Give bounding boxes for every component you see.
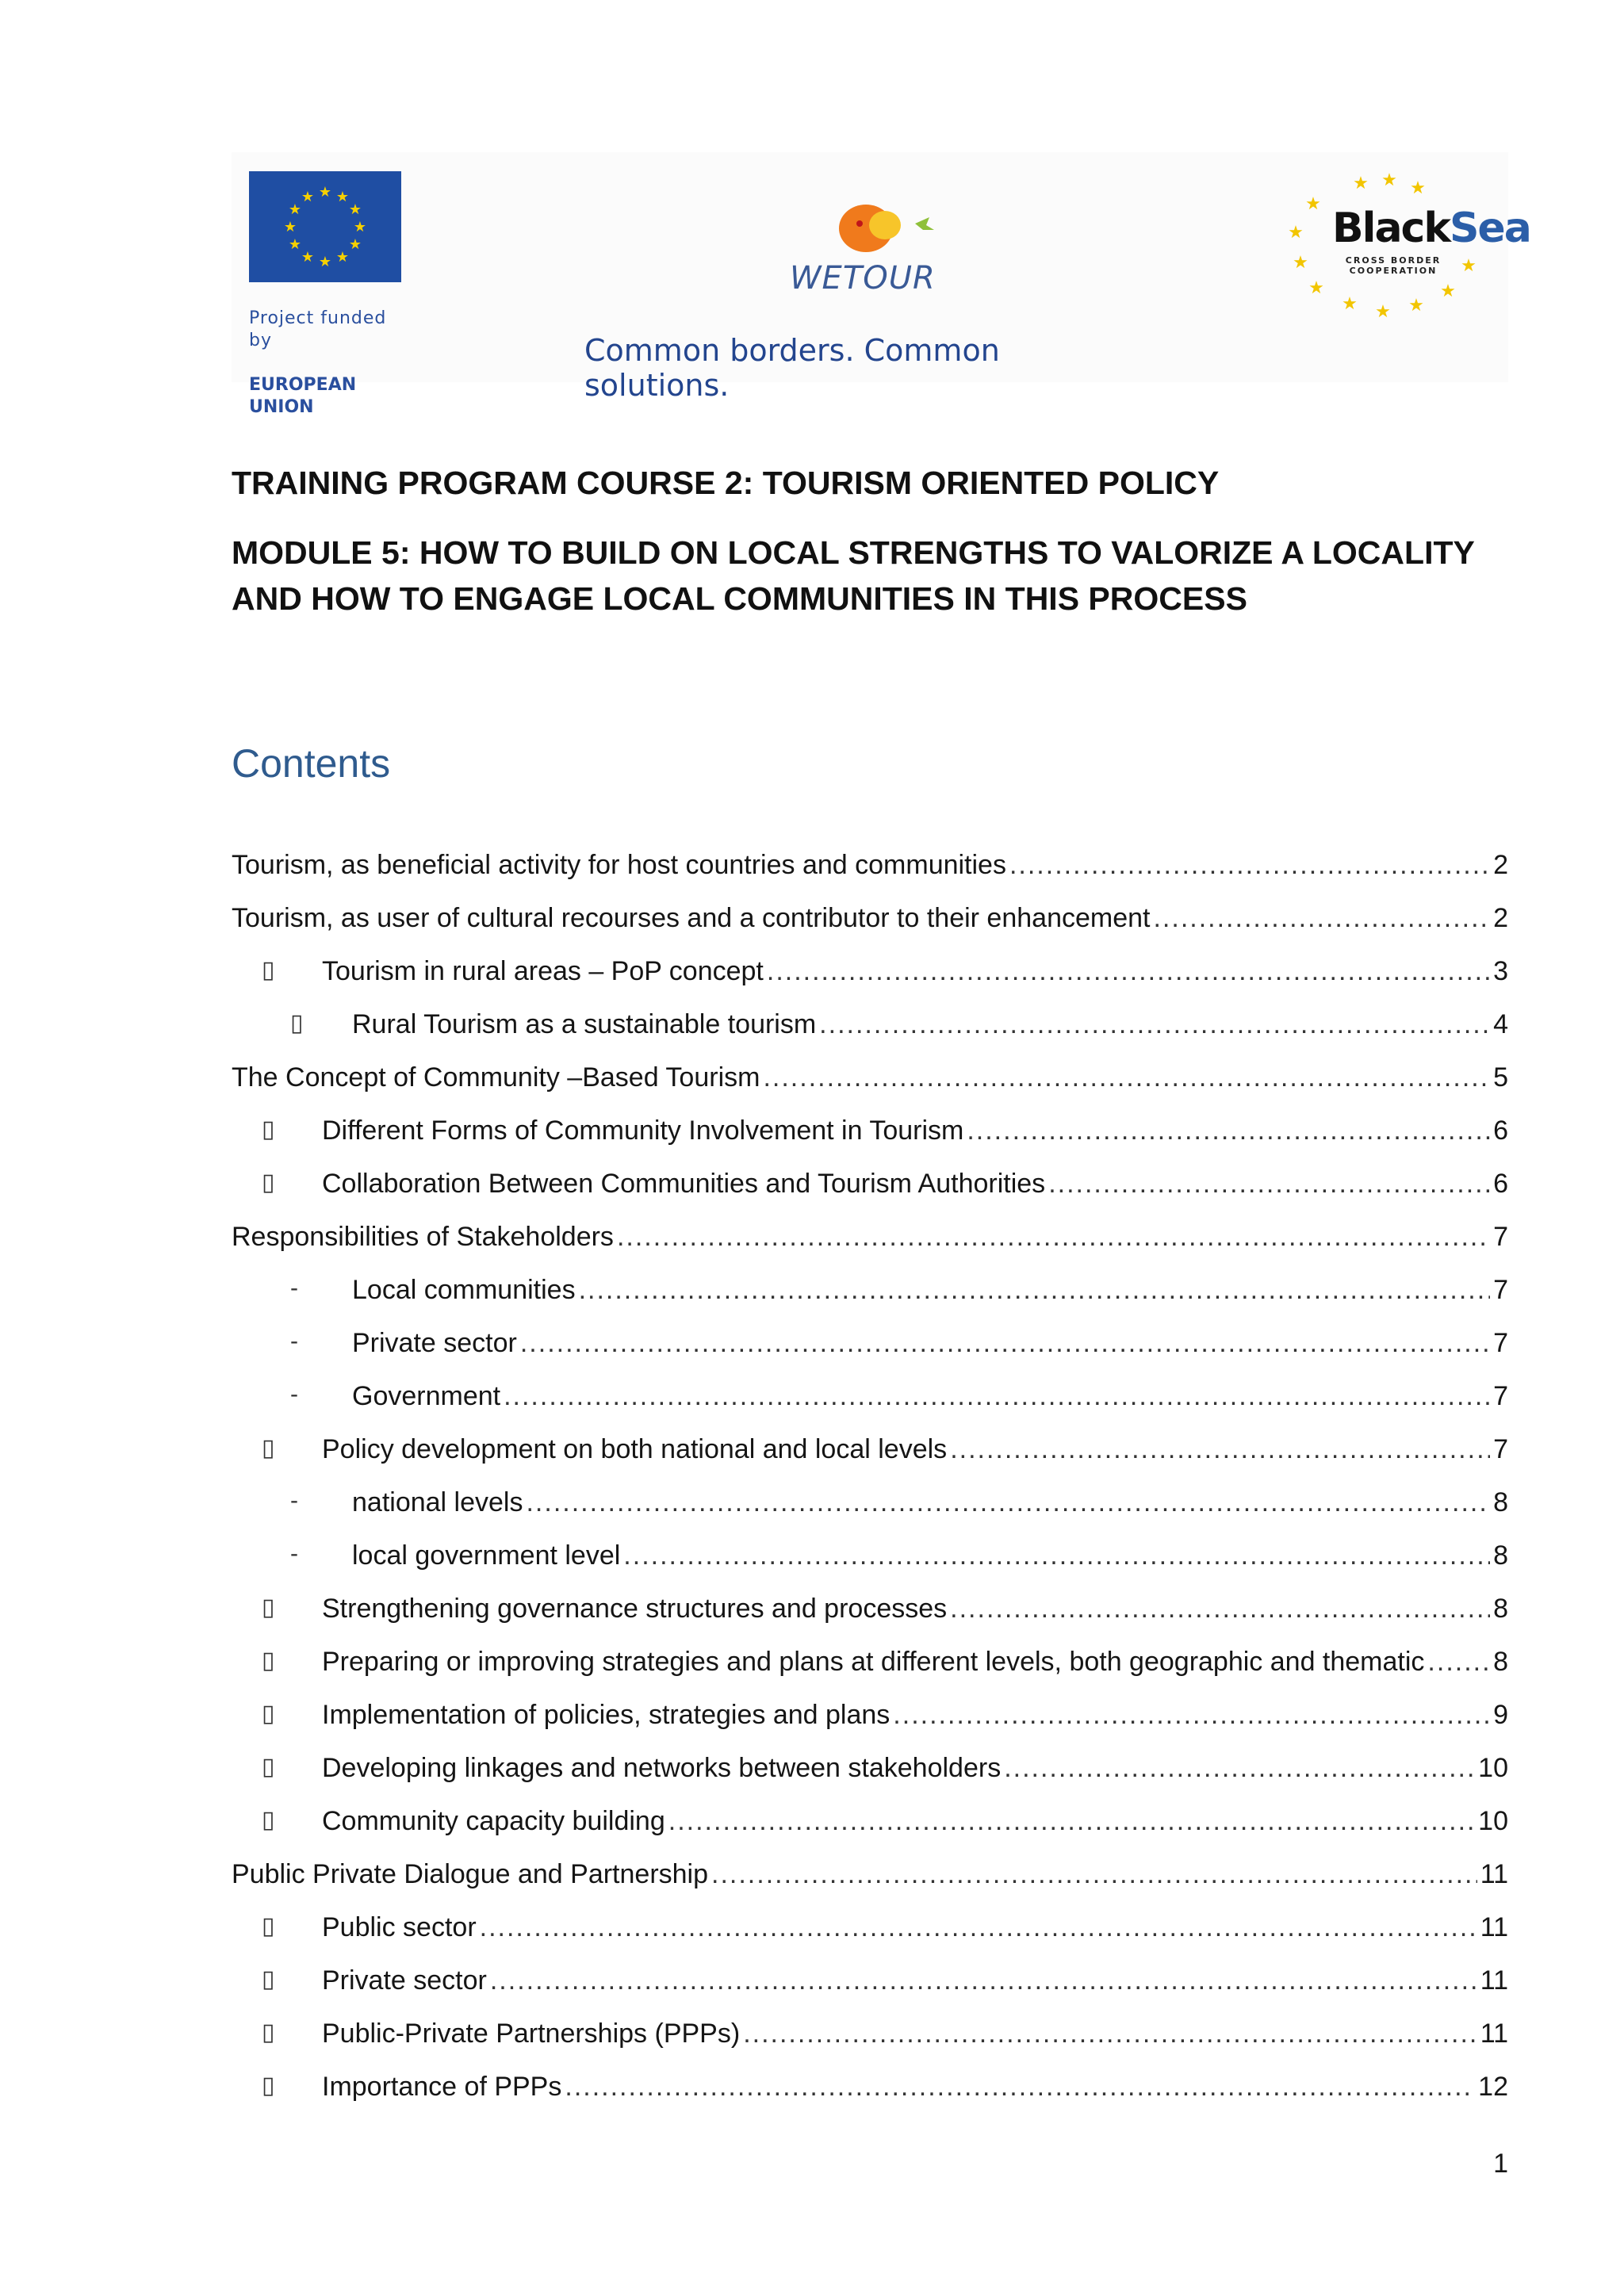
module-title	[232, 530, 1516, 622]
dash-bullet: -	[290, 1328, 298, 1354]
svg-text:★: ★	[283, 219, 297, 235]
toc-entry-title: Policy development on both national and local levels	[322, 1434, 948, 1464]
toc-entry[interactable]	[262, 1806, 1508, 1846]
toc-entry-title: Local communities	[352, 1275, 576, 1305]
eu-flag-icon	[249, 171, 401, 282]
course-title: TRAINING PROGRAM COURSE 2: TOURISM ORIENTED POLICY	[232, 465, 1220, 501]
toc-entry[interactable]	[232, 1062, 1508, 1102]
black-sea-subtitle: CROSS BORDER COOPERATION	[1345, 255, 1442, 276]
svg-text:★: ★	[301, 249, 315, 266]
svg-text:★: ★	[348, 236, 362, 253]
svg-text:★: ★	[288, 236, 302, 253]
toc-entry[interactable]	[290, 1009, 1508, 1049]
toc-entry-title: Government	[352, 1381, 501, 1411]
toc-entry[interactable]	[262, 1700, 1508, 1739]
module-title-line2: AND HOW TO ENGAGE LOCAL COMMUNITIES IN THIS PROCESS	[232, 580, 1247, 617]
toc-entry[interactable]	[262, 1647, 1508, 1686]
toc-leader-dots	[1427, 1647, 1490, 1678]
contents-heading: Contents	[232, 741, 391, 786]
eu-caption-line2: EUROPEAN UNION	[249, 375, 357, 417]
toc-entry-title: Responsibilities of Stakeholders	[232, 1222, 614, 1252]
toc-entry-page: 8	[1493, 1594, 1508, 1624]
bullet-icon: ▯	[262, 957, 275, 983]
svg-text:★: ★	[353, 219, 367, 235]
toc-entry-page: 10	[1478, 1753, 1508, 1783]
toc-entry[interactable]	[232, 850, 1508, 890]
toc-leader-dots	[1048, 1169, 1490, 1200]
toc-leader-dots	[819, 1009, 1490, 1040]
svg-text:★: ★	[1293, 253, 1308, 273]
toc-entry[interactable]	[290, 1381, 1508, 1421]
toc-entry-page: 6	[1493, 1115, 1508, 1146]
toc-leader-dots	[1153, 903, 1490, 934]
svg-text:★: ★	[1440, 281, 1456, 301]
toc-entry-page: 2	[1493, 903, 1508, 933]
toc-leader-dots	[617, 1222, 1490, 1253]
toc-entry[interactable]	[262, 1965, 1508, 2005]
header-banner	[232, 152, 1530, 417]
toc-entry-page: 7	[1493, 1381, 1508, 1411]
dash-bullet: -	[290, 1381, 298, 1407]
svg-text:★: ★	[1375, 302, 1391, 320]
toc-entry-page: 12	[1478, 2072, 1508, 2102]
toc-leader-dots	[579, 1275, 1491, 1306]
toc-entry-page: 6	[1493, 1169, 1508, 1199]
toc-entry-page: 8	[1493, 1647, 1508, 1677]
toc-entry-page: 11	[1480, 1859, 1508, 1889]
bullet-icon: ▯	[262, 1807, 275, 1833]
toc-entry[interactable]	[290, 1275, 1508, 1314]
toc-entry-page: 8	[1493, 1487, 1508, 1517]
svg-text:★: ★	[1381, 170, 1397, 190]
toc-leader-dots	[623, 1540, 1490, 1571]
svg-text:★: ★	[288, 201, 302, 218]
black-sea-word-sea: Sea	[1449, 205, 1530, 252]
svg-text:★: ★	[1410, 178, 1426, 198]
slogan: Common borders. Common solutions.	[584, 333, 1000, 403]
toc-entry-title: Public sector	[322, 1912, 477, 1942]
toc-entry[interactable]	[262, 1594, 1508, 1633]
svg-text:★: ★	[318, 254, 332, 270]
svg-text:★: ★	[301, 189, 315, 205]
toc-entry-title: local government level	[352, 1540, 621, 1571]
toc-entry-title: Strengthening governance structures and processes	[322, 1594, 948, 1624]
toc-leader-dots	[763, 1062, 1490, 1093]
svg-text:★: ★	[348, 201, 362, 218]
toc-entry-title: national levels	[352, 1487, 523, 1517]
toc-entry-page: 11	[1480, 2019, 1508, 2049]
black-sea-logo	[1278, 170, 1530, 320]
toc-entry-title: Tourism in rural areas – PoP concept	[322, 956, 764, 986]
toc-leader-dots	[767, 956, 1490, 987]
toc-entry-page: 10	[1478, 1806, 1508, 1836]
toc-leader-dots	[520, 1328, 1490, 1359]
toc-entry-title: Public Private Dialogue and Partnership	[232, 1859, 709, 1889]
toc-entry-title: Importance of PPPs	[322, 2072, 562, 2102]
bullet-icon: ▯	[262, 2019, 275, 2045]
bullet-icon: ▯	[262, 1701, 275, 1727]
toc-leader-dots	[668, 1806, 1475, 1837]
bullet-icon: ▯	[262, 1913, 275, 1939]
toc-entry[interactable]	[262, 2019, 1508, 2058]
toc-entry-page: 7	[1493, 1222, 1508, 1252]
toc-leader-dots	[711, 1859, 1477, 1890]
dash-bullet: -	[290, 1540, 298, 1567]
toc-entry-page: 7	[1493, 1434, 1508, 1464]
toc-entry[interactable]	[262, 1912, 1508, 1952]
toc-entry[interactable]	[262, 1169, 1508, 1208]
toc-leader-dots	[967, 1115, 1490, 1146]
toc-entry[interactable]	[232, 903, 1508, 943]
svg-text:★: ★	[1305, 194, 1321, 214]
toc-entry-title: Collaboration Between Communities and Tourism Authorities	[322, 1169, 1046, 1199]
page-number: 1	[1493, 2149, 1508, 2179]
black-sea-word-black: Black	[1332, 205, 1450, 252]
bullet-icon: ▯	[262, 1116, 275, 1142]
toc-entry-page: 7	[1493, 1328, 1508, 1358]
bullet-icon: ▯	[262, 1966, 275, 1992]
toc-leader-dots	[743, 2019, 1477, 2049]
toc-leader-dots	[1004, 1753, 1475, 1784]
bullet-icon: ▯	[262, 1435, 275, 1461]
toc-entry-title: Private sector	[322, 1965, 487, 1996]
toc-entry-title: Rural Tourism as a sustainable tourism	[352, 1009, 817, 1039]
toc-entry-title: Different Forms of Community Involvement in Tourism	[322, 1115, 964, 1146]
toc-entry[interactable]	[232, 1859, 1508, 1899]
toc-leader-dots	[1009, 850, 1490, 881]
toc-entry-title: Tourism, as user of cultural recourses and a contributor to their enhancement	[232, 903, 1151, 933]
toc-entry-page: 11	[1480, 1912, 1508, 1942]
bullet-icon: ▯	[262, 1169, 275, 1196]
toc-leader-dots	[893, 1700, 1490, 1731]
toc-entry-page: 9	[1493, 1700, 1508, 1730]
toc-entry-title: Public-Private Partnerships (PPPs)	[322, 2019, 741, 2049]
toc-entry[interactable]	[290, 1328, 1508, 1368]
toc-entry[interactable]	[290, 1540, 1508, 1580]
toc-entry-page: 8	[1493, 1540, 1508, 1571]
toc-leader-dots	[490, 1965, 1477, 1996]
bullet-icon: ▯	[262, 1594, 275, 1621]
toc-entry-title: The Concept of Community –Based Tourism	[232, 1062, 760, 1093]
wetour-name: WETOUR	[790, 260, 936, 297]
svg-text:★: ★	[335, 189, 350, 205]
svg-text:★: ★	[1288, 223, 1304, 243]
toc-entry-title: Tourism, as beneficial activity for host countries and communities	[232, 850, 1006, 880]
toc-leader-dots	[565, 2072, 1475, 2103]
toc-leader-dots	[480, 1912, 1477, 1943]
svg-text:★: ★	[318, 184, 332, 201]
eu-caption-line1: Project funded by	[249, 308, 387, 350]
toc-entry-page: 4	[1493, 1009, 1508, 1039]
toc-entry-page: 3	[1493, 956, 1508, 986]
wetour-logo	[787, 200, 961, 311]
svg-text:★: ★	[1461, 256, 1477, 276]
module-title-line1: MODULE 5: HOW TO BUILD ON LOCAL STRENGTHS TO VALORIZE A LOCALITY	[232, 534, 1475, 571]
bullet-icon: ▯	[262, 1754, 275, 1780]
svg-text:★: ★	[1342, 294, 1358, 314]
toc-entry[interactable]	[290, 1487, 1508, 1527]
toc-entry-page: 2	[1493, 850, 1508, 880]
toc-entry-title: Private sector	[352, 1328, 517, 1358]
toc-leader-dots	[950, 1434, 1490, 1465]
toc-entry-title: Community capacity building	[322, 1806, 665, 1836]
wetour-fish-icon	[818, 200, 961, 263]
toc-entry-title: Implementation of policies, strategies and plans	[322, 1700, 891, 1730]
dash-bullet: -	[290, 1487, 298, 1513]
toc-entry-page: 11	[1480, 1965, 1508, 1996]
toc-entry-page: 7	[1493, 1275, 1508, 1305]
toc-entry[interactable]	[262, 2072, 1508, 2111]
toc-entry-title: Developing linkages and networks between stakeholders	[322, 1753, 1002, 1783]
toc-entry-title: Preparing or improving strategies and plans at different levels, both geographic and thematic	[322, 1647, 1425, 1677]
toc-leader-dots	[504, 1381, 1490, 1412]
bullet-icon: ▯	[262, 1647, 275, 1674]
toc-entry[interactable]	[262, 1115, 1508, 1155]
svg-text:★: ★	[335, 249, 350, 266]
toc-entry-page: 5	[1493, 1062, 1508, 1093]
bullet-icon: ▯	[290, 1010, 304, 1036]
toc-leader-dots	[950, 1594, 1490, 1624]
black-sea-wordmark	[1332, 205, 1530, 252]
svg-text:★: ★	[1353, 174, 1369, 193]
toc-leader-dots	[526, 1487, 1490, 1518]
toc-entry[interactable]	[262, 1434, 1508, 1474]
svg-text:★: ★	[1408, 296, 1424, 316]
toc-entry[interactable]	[232, 1222, 1508, 1261]
eu-logo	[249, 171, 404, 441]
toc-entry[interactable]	[262, 956, 1508, 996]
toc-entry[interactable]	[262, 1753, 1508, 1793]
bullet-icon: ▯	[262, 2072, 275, 2099]
svg-text:★: ★	[1308, 278, 1324, 298]
dash-bullet: -	[290, 1275, 298, 1301]
